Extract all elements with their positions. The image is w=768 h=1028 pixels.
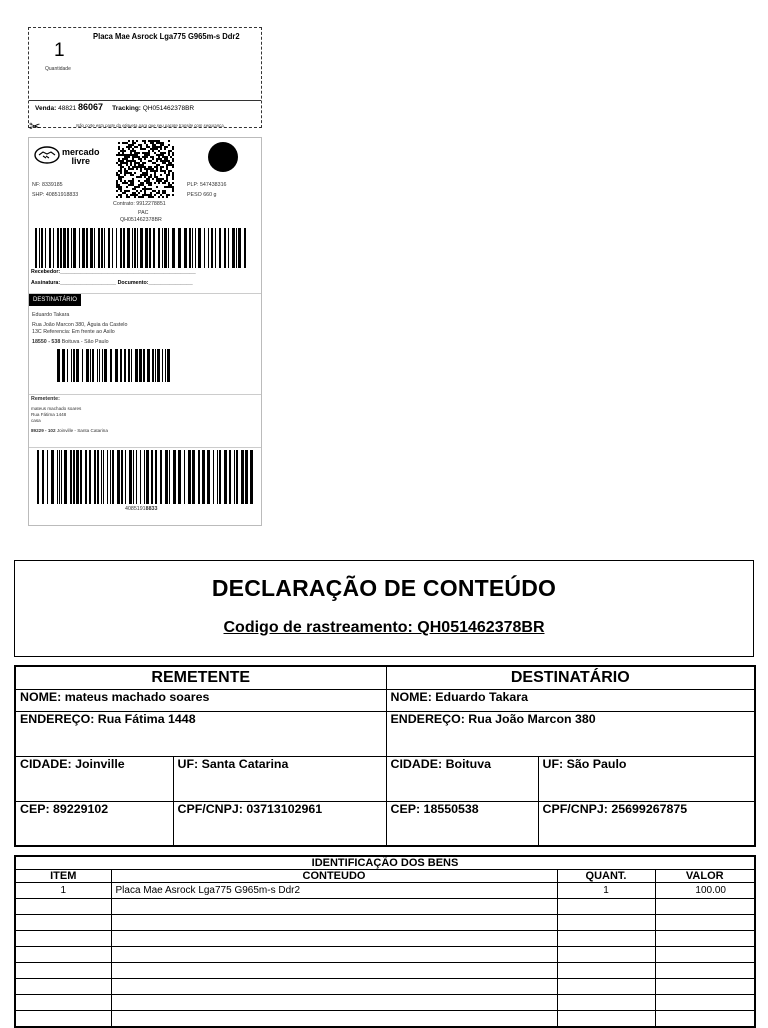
empty-cell [557, 947, 655, 963]
dest-address-2: 13C Referencia: Em frente ao Asilo [32, 329, 115, 335]
empty-cell [111, 899, 557, 915]
column-header: VALOR [655, 870, 755, 883]
dest-cidade: CIDADE: Boituva [386, 756, 538, 801]
tracking-value: QH051462378BR [142, 105, 195, 112]
nf-text: NF: 8339185 [32, 182, 63, 188]
rem-uf: UF: Santa Catarina [173, 756, 386, 801]
divider [29, 100, 261, 101]
empty-cell [15, 979, 111, 995]
rem-cep: CEP: 89229102 [15, 801, 173, 846]
venda-label: Venda: [35, 105, 57, 112]
product-title: Placa Mae Asrock Lga775 G965m-s Ddr2 [93, 32, 240, 41]
rem-address: Rua Fátima 1448 [31, 412, 67, 417]
empty-cell [655, 979, 755, 995]
dest-cep: 18550 - 538 [32, 339, 61, 345]
divider [29, 447, 261, 448]
shipment-barcode [35, 450, 255, 504]
quant-cell: 1 [557, 883, 655, 899]
rem-endereco: ENDEREÇO: Rua Fátima 1448 [15, 711, 386, 756]
barcode-number-suffix: 8833 [145, 506, 158, 512]
mercado-livre-logo [34, 146, 60, 169]
empty-cell [557, 1011, 655, 1028]
plp-text: PLP: 547438316 [187, 182, 227, 188]
cep-barcode [55, 349, 175, 382]
conteudo-cell: Placa Mae Asrock Lga775 G965m-s Ddr2 [111, 883, 557, 899]
qr-code [116, 140, 174, 198]
empty-row [15, 947, 755, 963]
column-header: CONTEUDO [111, 870, 557, 883]
empty-cell [655, 915, 755, 931]
logo-line1: mercado [62, 147, 100, 157]
venda-prefix: 48821 [58, 105, 77, 112]
rem-address-2: casa [31, 418, 41, 423]
empty-cell [111, 931, 557, 947]
tracking-label: Tracking: [112, 105, 141, 112]
empty-cell [15, 915, 111, 931]
empty-cell [111, 979, 557, 995]
quantity-label: Quantidade [45, 66, 71, 72]
scissors-icon: ✂ [29, 118, 41, 134]
empty-row [15, 915, 755, 931]
rem-cpf: CPF/CNPJ: 03713102961 [173, 801, 386, 846]
empty-cell [15, 947, 111, 963]
empty-cell [557, 963, 655, 979]
table-row [15, 883, 755, 899]
cut-note: Não corte esta parte da etiqueta para que seu pacote transite com segurança. [76, 123, 225, 128]
empty-row [15, 931, 755, 947]
assinatura-label: Assinatura: [31, 280, 61, 286]
empty-cell [557, 915, 655, 931]
empty-cell [15, 995, 111, 1011]
parties-table [14, 665, 756, 847]
column-header: ITEM [15, 870, 111, 883]
dest-cpf: CPF/CNPJ: 25699267875 [538, 801, 755, 846]
empty-cell [111, 947, 557, 963]
empty-row [15, 899, 755, 915]
item-cell: 1 [15, 883, 111, 899]
empty-cell [557, 995, 655, 1011]
empty-cell [655, 963, 755, 979]
contrato-text: Contrato: 9912278851 [113, 201, 166, 207]
declaration-tracking: Codigo de rastreamento: QH051462378BR [223, 619, 545, 636]
recebedor-label: Recebedor: [31, 269, 61, 275]
documento-label: Documento: [117, 280, 149, 286]
rem-nome: NOME: mateus machado soares [15, 689, 386, 711]
goods-title: IDENTIFICAÇÃO DOS BENS [15, 856, 755, 870]
handshake-icon [34, 146, 60, 164]
barcode-number-prefix: 4085191 [125, 506, 146, 512]
dest-city: Boituva - São Paulo [61, 339, 109, 345]
destinatario-tag: DESTINATÁRIO [29, 294, 81, 306]
column-header: QUANT. [557, 870, 655, 883]
remetente-label: Remetente: [31, 396, 60, 402]
empty-cell [15, 963, 111, 979]
dest-nome: NOME: Eduardo Takara [386, 689, 755, 711]
rem-name: mateus machado soares [31, 406, 82, 411]
peso-text: PESO 660 g [187, 192, 217, 198]
empty-row [15, 979, 755, 995]
empty-cell [111, 1011, 557, 1028]
recebedor-field: Recebedor:______________________________________________ [31, 269, 196, 275]
dest-name: Eduardo Takara [32, 312, 70, 318]
empty-cell [15, 899, 111, 915]
empty-cell [655, 947, 755, 963]
remetente-header: REMETENTE [15, 666, 386, 689]
empty-row [15, 963, 755, 979]
rem-cep-line [31, 428, 108, 433]
shp-text: SHP: 40851918833 [32, 192, 79, 198]
empty-cell [111, 915, 557, 931]
quantity-value: 1 [54, 40, 65, 61]
empty-cell [655, 1011, 755, 1028]
venda-suffix: 86067 [78, 102, 104, 112]
empty-cell [655, 899, 755, 915]
empty-cell [111, 963, 557, 979]
rem-cidade: CIDADE: Joinville [15, 756, 173, 801]
shipping-label [28, 137, 262, 526]
label-tracking-text: QH051462378BR [120, 217, 162, 223]
assinatura-field: Assinatura:___________________ Documento:_______________ [31, 280, 193, 286]
declaration-header [14, 560, 754, 657]
dest-cep-line [32, 339, 109, 345]
empty-cell [557, 899, 655, 915]
divider [29, 394, 261, 395]
goods-table [14, 855, 756, 1028]
dest-address-1: Rua João Marcon 380, Águia da Castelo [32, 322, 128, 328]
logo-line2: livre [71, 156, 91, 166]
tracking-barcode [33, 228, 251, 268]
empty-cell [655, 931, 755, 947]
rem-cep: 89229 - 102 [31, 428, 56, 433]
empty-row [15, 995, 755, 1011]
empty-cell [557, 979, 655, 995]
empty-cell [15, 931, 111, 947]
empty-row [15, 1011, 755, 1028]
dest-cep: CEP: 18550538 [386, 801, 538, 846]
empty-cell [655, 995, 755, 1011]
destinatario-header: DESTINATÁRIO [386, 666, 755, 689]
barcode-number [125, 506, 157, 512]
valor-cell: 100.00 [655, 883, 755, 899]
cut-off-label [28, 27, 262, 128]
dest-uf: UF: São Paulo [538, 756, 755, 801]
circle-mark-icon [208, 142, 238, 172]
empty-cell [557, 931, 655, 947]
rem-city: Joinville - Santa Catarina [56, 428, 108, 433]
sale-tracking-line [35, 102, 194, 112]
empty-cell [111, 995, 557, 1011]
dest-endereco: ENDEREÇO: Rua João Marcon 380 [386, 711, 755, 756]
declaration-title: DECLARAÇÃO DE CONTEÚDO [211, 575, 557, 601]
empty-cell [15, 1011, 111, 1028]
service-text: PAC [138, 210, 149, 216]
